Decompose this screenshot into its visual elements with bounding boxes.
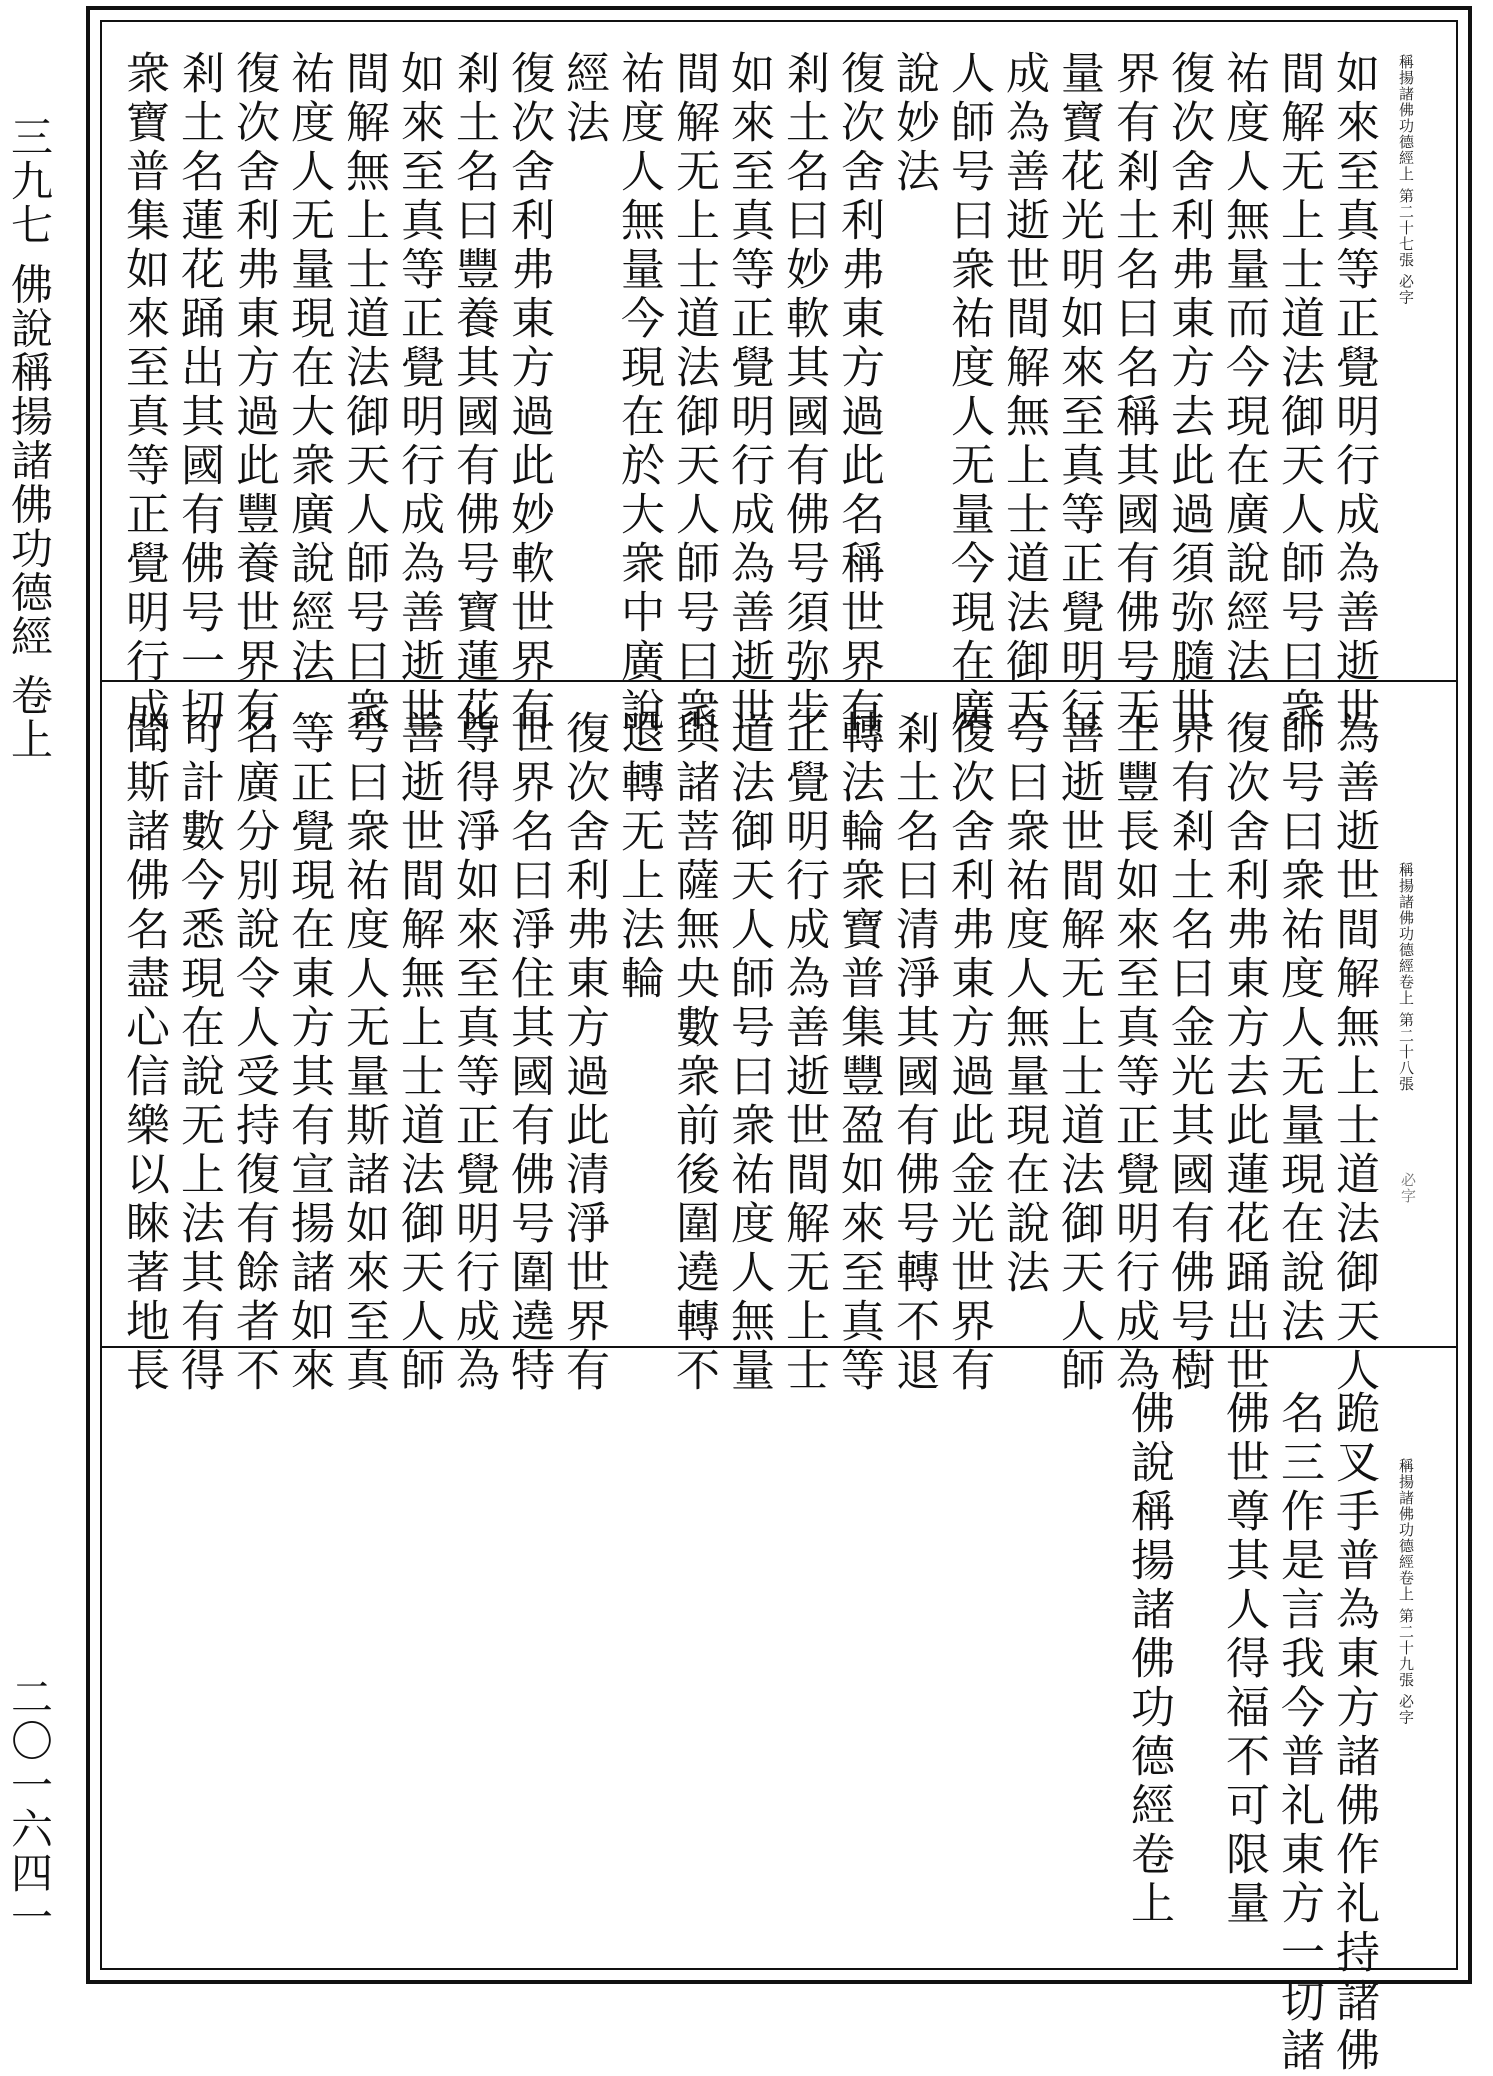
panel-folio: 稱揚諸佛功德經上 第二十七張 必字 <box>1397 54 1415 306</box>
text-column: 可計數今悉現在說无上法其有得 <box>173 710 224 1396</box>
text-column: 復次舍利弗東方過此妙軟世界有 <box>503 50 554 736</box>
text-column: 世界名曰淨住其國有佛号圍遶特 <box>503 710 554 1396</box>
margin-page-number: 二〇一六四一 <box>5 1675 54 1939</box>
panel-folio-fragment: 必字 <box>1399 1172 1417 1204</box>
text-column: 号曰衆祐度人無量現在說法 <box>998 710 1049 1298</box>
text-column: 與諸菩薩無央數衆前後圍遶轉不 <box>668 710 719 1396</box>
text-column: 王豐長如來至真等正覺明行成為 <box>1108 710 1159 1396</box>
text-column: 復次舍利弗東方過此清淨世界有 <box>558 710 609 1396</box>
text-column: 祐度人無量而今現在廣說經法 <box>1218 50 1269 687</box>
margin-title: 三九七 佛說稱揚諸佛功德經 卷上 <box>5 115 54 762</box>
text-column: 名三作是言我今普礼東方一切諸 <box>1273 1390 1324 2076</box>
text-column: 經法 <box>558 50 609 148</box>
text-column: 轉法輪衆寶普集豐盈如來至真等 <box>833 710 884 1396</box>
text-column: 成為善逝世間解無上士道法御天 <box>998 50 1049 736</box>
text-column: 佛世尊其人得福不可限量 <box>1218 1390 1269 1929</box>
panel-folio: 稱揚諸佛功德經卷上 第二十九張 必字 <box>1397 1458 1415 1726</box>
text-column: 復次舍利弗東方過此名稱世界有 <box>833 50 884 736</box>
text-column: 衆寶普集如來至真等正覺明行成 <box>118 50 169 736</box>
text-column: 界有剎土名曰金光其國有佛号樹 <box>1163 710 1214 1396</box>
text-column: 人師号曰衆祐度人无量今現在廣 <box>943 50 994 736</box>
text-column: 退轉无上法輪 <box>613 710 664 1004</box>
sutra-end-title: 佛說稱揚諸佛功德經卷上 <box>1123 1390 1174 1929</box>
text-column: 跪叉手普為東方諸佛作礼持諸佛 <box>1328 1390 1379 2076</box>
text-column: 聞斯諸佛名盡心信樂以睞著地長 <box>118 710 169 1396</box>
text-column: 量寶花光明如來至真等正覺明行 <box>1053 50 1104 736</box>
text-column: 復次舍利弗東方過此金光世界有 <box>943 710 994 1396</box>
text-column: 剎土名曰豐養其國有佛号寶蓮花 <box>448 50 499 736</box>
text-column: 間解无上士道法御天人師号曰衆 <box>668 50 719 736</box>
text-column: 如來至真等正覺明行成為善逝世 <box>1328 50 1379 736</box>
text-column: 復次舍利弗東方去此蓮花踊出世 <box>1218 710 1269 1396</box>
text-column: 復次舍利弗東方去此過須弥膸世 <box>1163 50 1214 736</box>
text-column: 界有剎土名曰名稱其國有佛号无 <box>1108 50 1159 736</box>
text-panel-1 <box>102 22 1456 736</box>
text-column: 剎土名曰清淨其國有佛号轉不退 <box>888 710 939 1396</box>
page-frame <box>86 6 1472 2076</box>
text-column: 号曰衆祐度人无量斯諸如來至真 <box>338 710 389 1396</box>
text-column: 如來至真等正覺明行成為善逝世 <box>393 50 444 736</box>
text-column: 善逝世間解無上士道法御天人師 <box>393 710 444 1396</box>
text-column: 等正覺現在東方其有宣揚諸如來 <box>283 710 334 1396</box>
panel-folio: 稱揚諸佛功德經卷上 第二十八張 <box>1397 862 1415 1092</box>
text-column: 祐度人無量今現在於大衆中廣說 <box>613 50 664 736</box>
text-column: 正覺明行成為善逝世間解无上士 <box>778 710 829 1396</box>
text-column: 剎土名蓮花踊出其國有佛号一切 <box>173 50 224 736</box>
text-column: 師号曰衆祐度人无量現在說法 <box>1273 710 1324 1347</box>
text-column: 善逝世間解无上士道法御天人師 <box>1053 710 1104 1396</box>
text-column: 如來至真等正覺明行成為善逝世 <box>723 50 774 736</box>
text-column: 間解無上士道法御天人師号曰衆 <box>338 50 389 736</box>
text-column: 祐度人无量現在大衆廣說經法 <box>283 50 334 687</box>
text-column: 說妙法 <box>888 50 939 197</box>
text-column: 名廣分別說令人受持復有餘者不 <box>228 710 279 1396</box>
text-column: 復次舍利弗東方過此豐養世界有 <box>228 50 279 736</box>
text-column: 剎土名曰妙軟其國有佛号須弥步 <box>778 50 829 736</box>
text-panel-2 <box>102 682 1456 1396</box>
text-panel-3 <box>102 1348 1456 2076</box>
text-column: 尊得淨如來至真等正覺明行成為 <box>448 710 499 1396</box>
page-inner-frame <box>100 20 1458 2076</box>
text-column: 為善逝世間解無上士道法御天人 <box>1328 710 1379 1396</box>
text-column: 間解无上士道法御天人師号曰衆 <box>1273 50 1324 736</box>
text-column: 道法御天人師号曰衆祐度人無量 <box>723 710 774 1396</box>
